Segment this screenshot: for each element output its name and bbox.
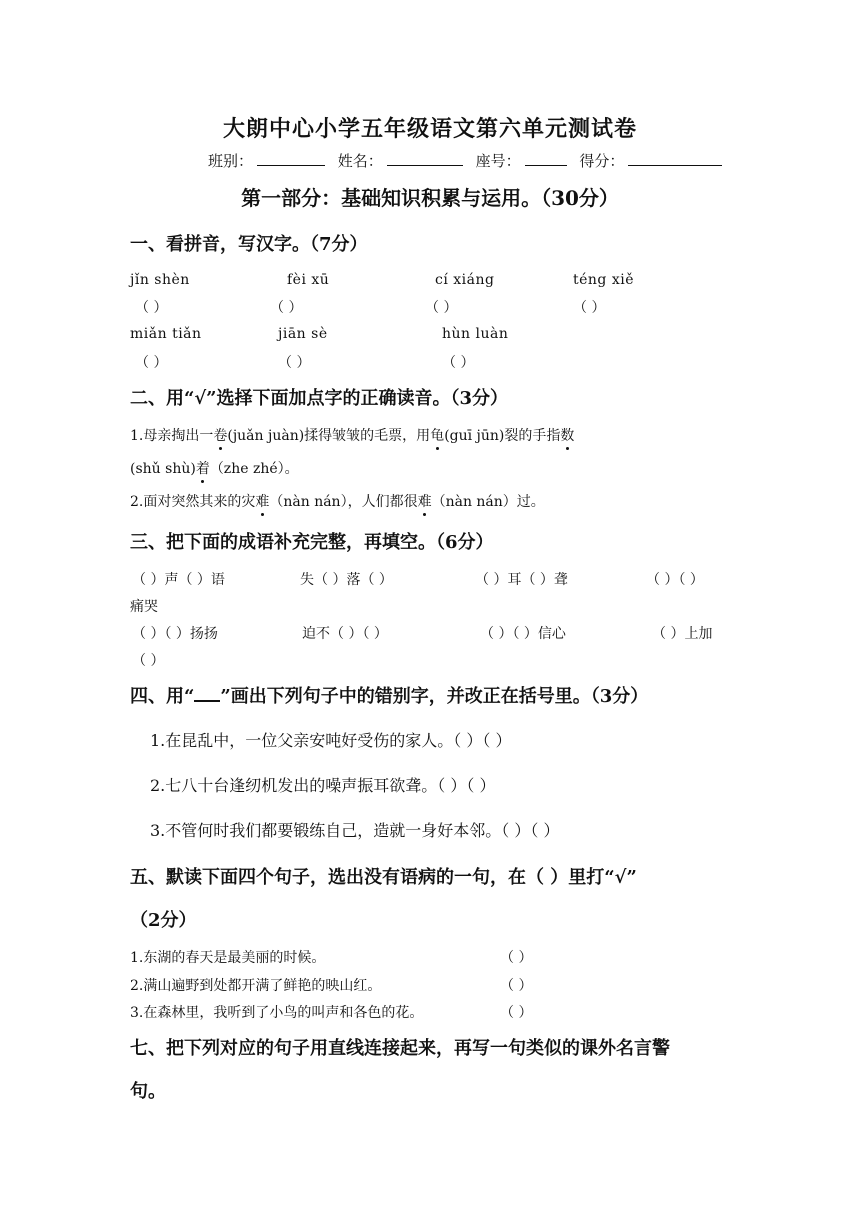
- answer-box[interactable]: （ ）: [442, 355, 475, 371]
- class-label: 班别：: [208, 152, 254, 170]
- class-blank[interactable]: [257, 151, 325, 166]
- q4-heading: 四、用“ ”画出下列句子中的错别字，并改正在括号里。（3分）: [130, 686, 649, 707]
- idiom-8: （ ）上加: [652, 626, 713, 642]
- pinyin-6: jiān sè: [278, 326, 328, 342]
- q5-heading: 五、默读下面四个句子，选出没有语病的一句，在（ ）里打“√”: [130, 867, 637, 888]
- name-label: 姓名：: [337, 152, 383, 170]
- part-one-heading: 第一部分：基础知识积累与运用。（30分）: [241, 186, 619, 210]
- score-label: 得分：: [579, 152, 625, 170]
- q5-option-1: 1.东湖的春天是最美丽的时候。: [130, 950, 326, 966]
- answer-box[interactable]: （ ）: [425, 300, 458, 316]
- idiom-5: （ ）（ ）扬扬: [132, 626, 218, 642]
- q1-heading: 一、看拼音，写汉字。（7分）: [130, 234, 368, 255]
- q5-score: （2分）: [130, 910, 197, 931]
- answer-box[interactable]: （ ）: [135, 300, 168, 316]
- q5-option-2: 2.满山遍野到处都开满了鲜艳的映山红。: [130, 978, 382, 994]
- pinyin-2: fèi xū: [287, 272, 330, 288]
- q2-line-1: 1.母亲掏出一卷(juǎn juàn)揉得皱皱的毛票，用龟(guī jūn)裂的手指数: [130, 428, 575, 444]
- underline-mark: [194, 686, 220, 702]
- q7-heading: 七、把下列对应的句子用直线连接起来，再写一句类似的课外名言警: [130, 1038, 670, 1059]
- answer-box[interactable]: （ ）: [278, 355, 311, 371]
- page-title: 大朗中心小学五年级语文第六单元测试卷: [222, 116, 637, 142]
- pinyin-1: jǐn shèn: [130, 272, 190, 288]
- q2-heading: 二、用“√”选择下面加点字的正确读音。（3分）: [130, 388, 509, 409]
- seat-blank[interactable]: [525, 151, 567, 166]
- q4-sentence-3: 3.不管何时我们都要锻练自己，造就一身好本邻。（ ）（ ）: [150, 821, 560, 840]
- student-info-line: [208, 150, 730, 171]
- q3-heading: 三、把下面的成语补充完整，再填空。（6分）: [130, 532, 494, 553]
- pinyin-7: hùn luàn: [442, 326, 509, 342]
- idiom-1: （ ）声（ ）语: [132, 572, 225, 588]
- score-blank[interactable]: [628, 151, 722, 166]
- pinyin-5: miǎn tiǎn: [130, 326, 202, 342]
- pinyin-3: cí xiáng: [435, 272, 495, 288]
- q7-heading-cont: 句。: [130, 1081, 166, 1102]
- answer-box[interactable]: （ ）: [500, 950, 533, 966]
- q2-line-3: 2.面对突然其来的灾难（nàn nán），人们都很难（nàn nán）过。: [130, 494, 545, 510]
- idiom-4-end: 痛哭: [130, 599, 158, 615]
- idiom-4: （ ）（ ）: [646, 572, 704, 588]
- q2-line-2: (shǔ shù)着（zhe zhé）。: [130, 461, 299, 477]
- answer-box[interactable]: （ ）: [500, 1005, 533, 1021]
- idiom-3: （ ）耳（ ）聋: [475, 572, 568, 588]
- q5-option-3: 3.在森林里，我听到了小鸟的叫声和各色的花。: [130, 1005, 424, 1021]
- seat-label: 座号：: [475, 152, 521, 170]
- name-blank[interactable]: [387, 151, 463, 166]
- q4-sentence-2: 2.七八十台逢纫机发出的噪声振耳欲聋。（ ）（ ）: [150, 776, 496, 795]
- q4-sentence-1: 1.在昆乱中，一位父亲安吨好受伤的家人。（ ）（ ）: [150, 731, 512, 750]
- answer-box[interactable]: （ ）: [500, 978, 533, 994]
- answer-box[interactable]: （ ）: [573, 300, 606, 316]
- answer-box[interactable]: （ ）: [270, 300, 303, 316]
- answer-box[interactable]: （ ）: [135, 355, 168, 371]
- idiom-6: 迫不（ ）（ ）: [302, 626, 388, 642]
- pinyin-4: téng xiě: [573, 272, 634, 288]
- idiom-7: （ ）（ ）信心: [480, 626, 566, 642]
- idiom-8-end: （ ）: [132, 653, 165, 669]
- idiom-2: 失（ ）落（ ）: [300, 572, 393, 588]
